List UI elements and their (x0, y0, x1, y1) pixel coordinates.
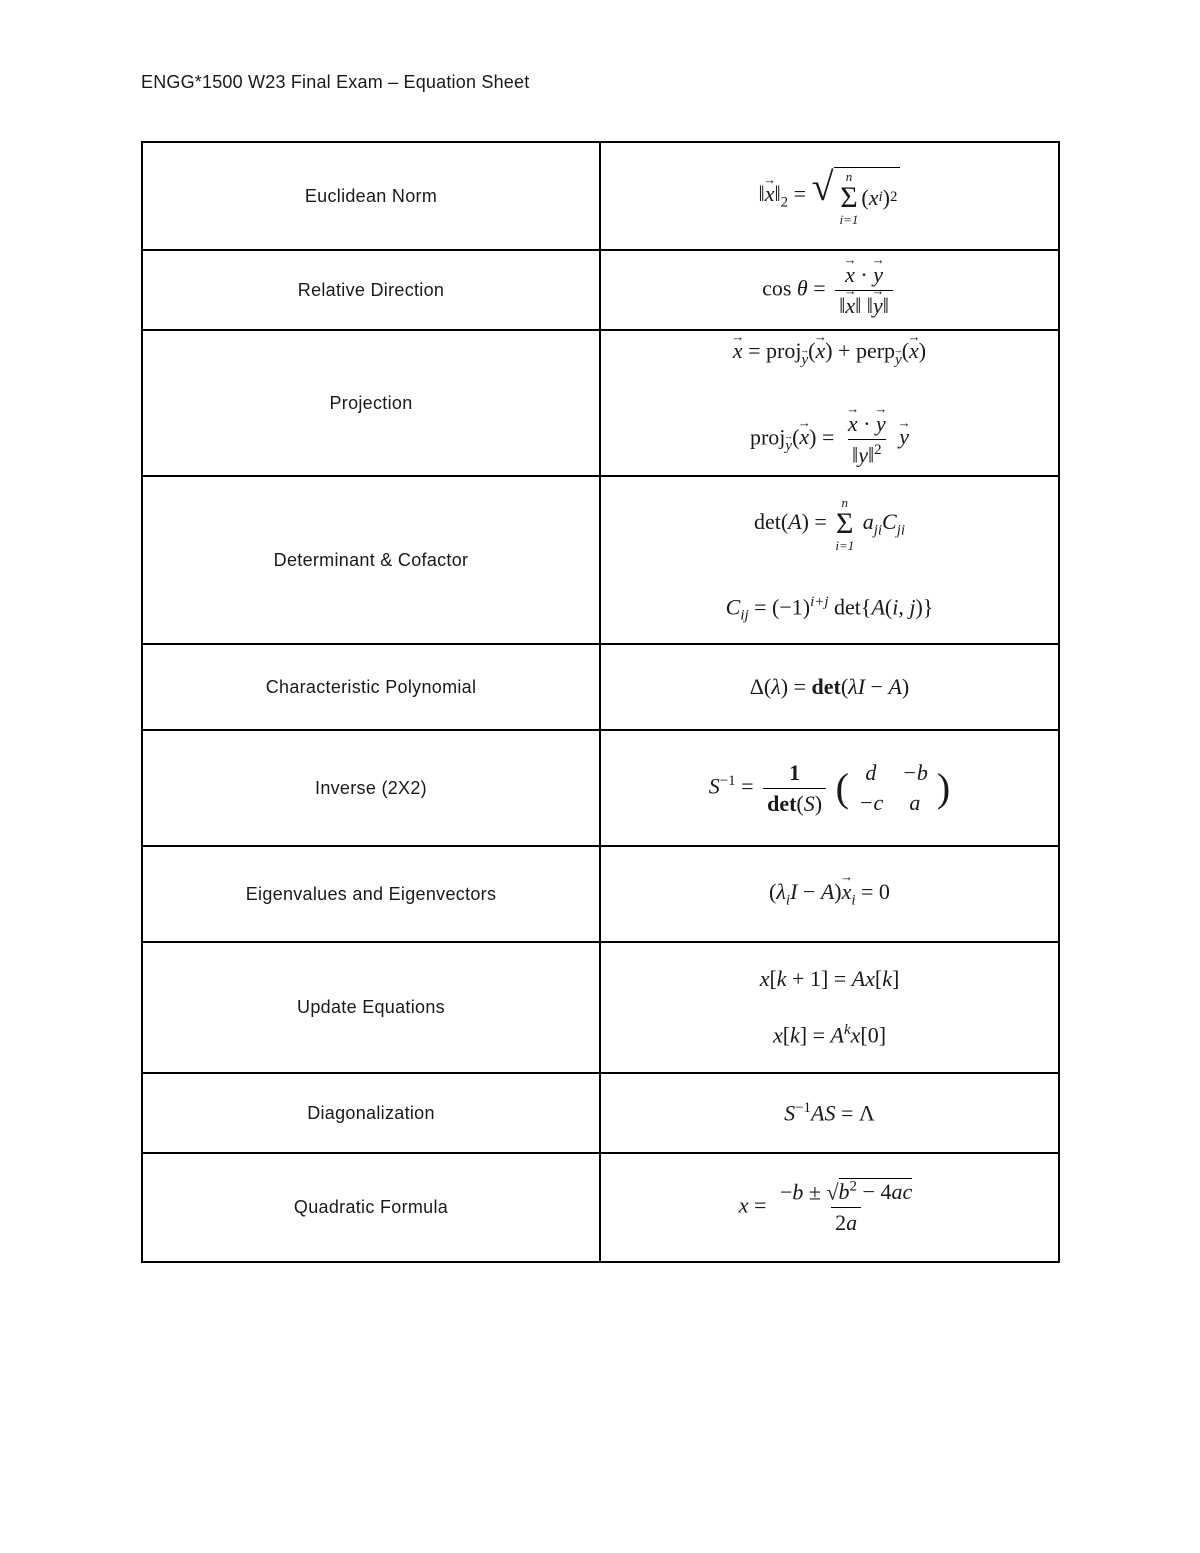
row-label: Quadratic Formula (142, 1153, 600, 1262)
equation-characteristic-polynomial: Δ(λ) = det(λI − A) (600, 644, 1059, 730)
table-row (142, 846, 1059, 942)
table-row (142, 330, 1059, 476)
page-title: ENGG*1500 W23 Final Exam – Equation Sheet (141, 72, 530, 92)
equation-determinant-cofactor: det(A) = n Σ i=1 $a_{ji}C_{ji}$ $C_{ij} = (-1)^{i+j}$ det{A(i, j)} (600, 476, 1059, 644)
table-row (142, 142, 1059, 250)
equation-diagonalization: $S^{-1}AS = \Lambda$ (600, 1073, 1059, 1153)
table-row (142, 644, 1059, 730)
table-row (142, 942, 1059, 1073)
equation-table (141, 141, 1060, 1263)
table-row (142, 250, 1059, 330)
row-label: Diagonalization (142, 1073, 600, 1153)
row-label: Update Equations (142, 942, 600, 1073)
equation-eigen: $(\lambda_iI - A)\to x_i = 0$ (600, 846, 1059, 942)
equation-projection: → x = proj→ $_y$(→ x) + perp→ $_y$(→ x) proj→ $_y$(→ x) = → $\frac{x \cdot \to y}{‖y‖^2}$ → y (600, 330, 1059, 476)
equation-relative-direction: cos θ = → $\frac{x \cdot \to y}{‖\to x‖ ‖\to y‖}$ (600, 250, 1059, 330)
equation-update: x[k + 1] = Ax[k] $x[k] = A^kx[0]$ (600, 942, 1059, 1073)
table-row (142, 476, 1059, 644)
row-label: Eigenvalues and Eigenvectors (142, 846, 600, 942)
equation-quadratic: x = $\frac{-b \pm √b^2 - 4ac}{2a}$ (600, 1153, 1059, 1262)
row-label: Euclidean Norm (142, 142, 600, 250)
table-row (142, 1153, 1059, 1262)
table-row (142, 1073, 1059, 1153)
row-label: Characteristic Polynomial (142, 644, 600, 730)
row-label: Inverse (2X2) (142, 730, 600, 846)
table-row (142, 730, 1059, 846)
equation-euclidean-norm: ‖→ $x‖_2$ = √ n Σ i=1 ( x i ) 2 (600, 142, 1059, 250)
row-label: Determinant & Cofactor (142, 476, 600, 644)
row-label: Projection (142, 330, 600, 476)
row-label: Relative Direction (142, 250, 600, 330)
equation-inverse: $S^{-1}$ = $\frac{1}{\det(S)}$ ( d −b −c a ) (600, 730, 1059, 846)
